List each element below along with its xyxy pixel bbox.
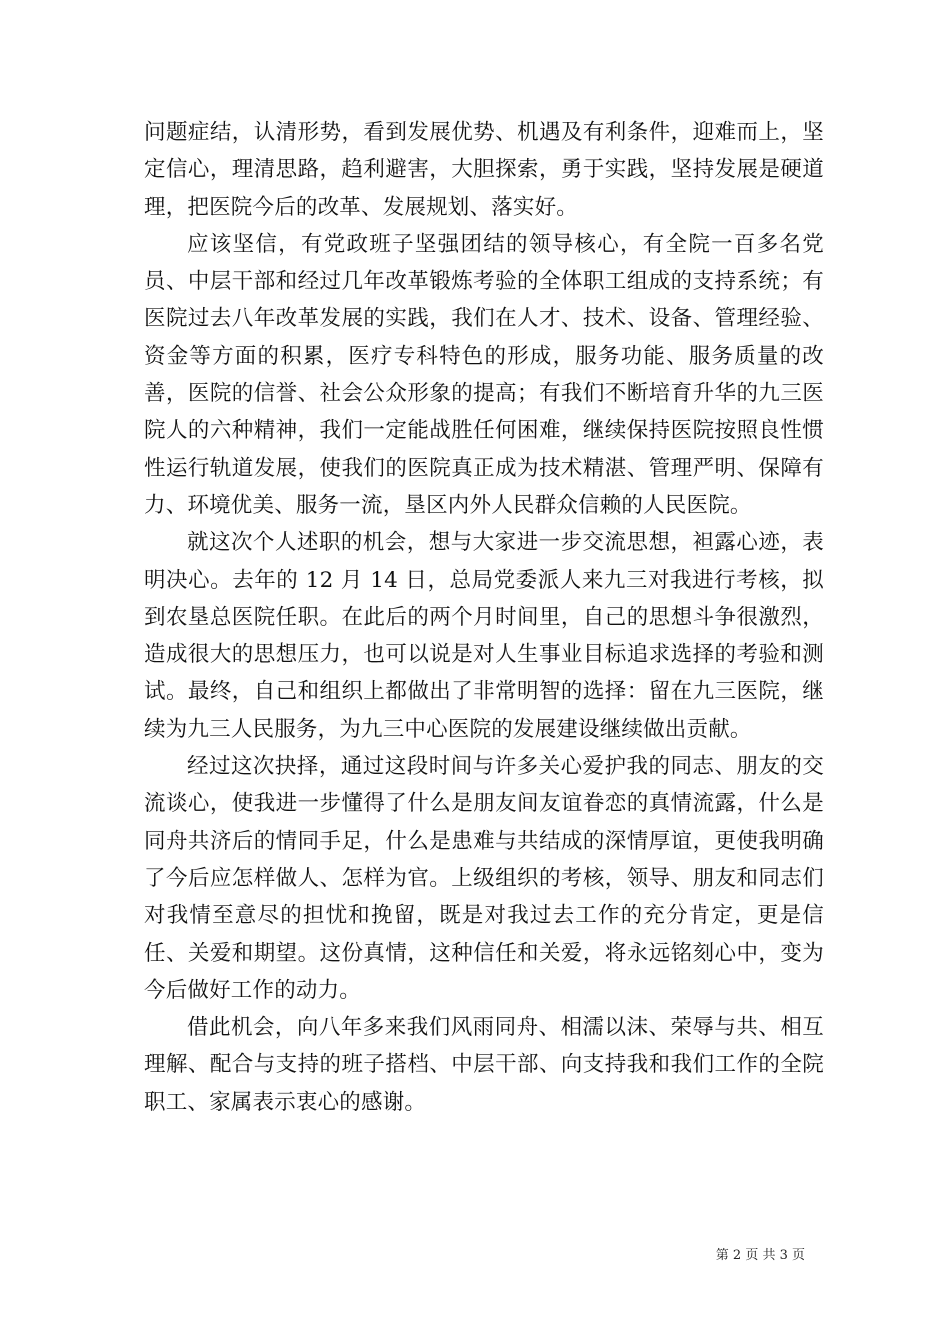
page-number-footer: 第 2 页 共 3 页 xyxy=(715,1248,805,1263)
paragraph-5: 借此机会，向八年多来我们风雨同舟、相濡以沫、荣辱与共、相互理解、配合与支持的班子搭档、中层干部、向支持我和我们工作的全院职工、家属表示衷心的感谢。 xyxy=(144,1015,824,1115)
document-body xyxy=(144,114,824,1121)
paragraph-3: 就这次个人述职的机会，想与大家进一步交流思想，袒露心迹，表明决心。去年的 12 月 14 日，总局党委派人来九三对我进行考核，拟到农垦总医院任职。在此后的两个月时间里，自己的思想斗争很激烈，造成很大的思想压力，也可以说是对人生事业目标追求选择的考验和测试。最终，自己和组织上都做出了非常明智的选择：留在九三医院，继续为九三人民服务，为九三中心医院的发展建设继续做出贡献。 xyxy=(144,530,824,742)
paragraph-4: 经过这次抉择，通过这段时间与许多关心爱护我的同志、朋友的交流谈心，使我进一步懂得了什么是朋友间友谊眷恋的真情流露，什么是同舟共济后的情同手足，什么是患难与共结成的深情厚谊，更使我明确了今后应怎样做人、怎样为官。上级组织的考核，领导、朋友和同志们对我情至意尽的担忧和挽留，既是对我过去工作的充分肯定，更是信任、关爱和期望。这份真情，这种信任和关爱，将永远铭刻心中，变为今后做好工作的动力。 xyxy=(144,754,824,1003)
paragraph-2: 应该坚信，有党政班子坚强团结的领导核心，有全院一百多名党员、中层干部和经过几年改革锻炼考验的全体职工组成的支持系统；有医院过去八年改革发展的实践，我们在人才、技术、设备、管理经验、资金等方面的积累，医疗专科特色的形成，服务功能、服务质量的改善，医院的信誉、社会公众形象的提高；有我们不断培育升华的九三医院人的六种精神，我们一定能战胜任何困难，继续保持医院按照良性惯性运行轨道发展，使我们的医院真正成为技术精湛、管理严明、保障有力、环境优美、服务一流，垦区内外人民群众信赖的人民医院。 xyxy=(144,231,824,518)
paragraph-1: 问题症结，认清形势，看到发展优势、机遇及有利条件，迎难而上，坚定信心，理清思路，趋利避害，大胆探索，勇于实践，坚持发展是硬道理，把医院今后的改革、发展规划、落实好。 xyxy=(144,120,824,220)
